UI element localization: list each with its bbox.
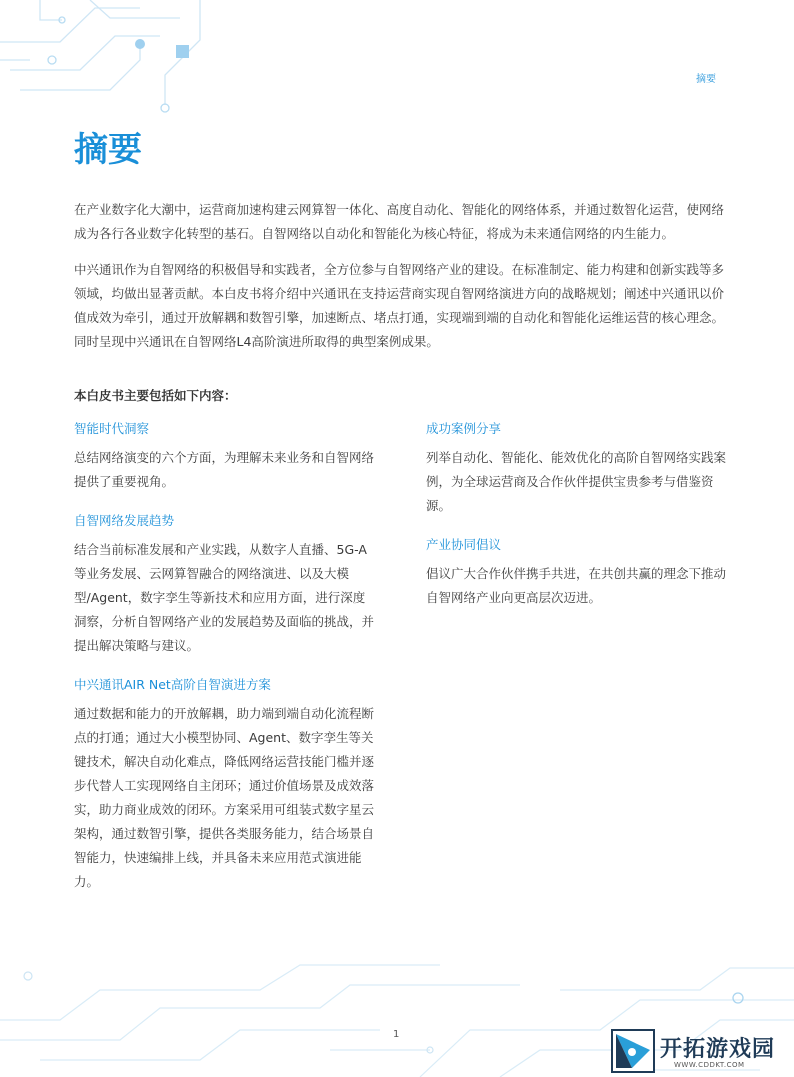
section-body: 总结网络演变的六个方面，为理解未来业务和自智网络提供了重要视角。: [74, 450, 375, 489]
section-title: 中兴通讯AIR Net高阶自智演进方案: [74, 677, 271, 692]
section-body: 列举自动化、智能化、能效优化的高阶自智网络实践案例，为全球运营商及合作伙伴提供宝贵参考与借鉴资源。: [426, 450, 727, 513]
circuit-decoration-top: [0, 0, 260, 120]
intro-paragraph: 在产业数字化大潮中，运营商加速构建云网算智一体化、高度自动化、智能化的网络体系，并通过数智化运营，使网络成为各行各业数字化转型的基石。自智网络以自动化和智能化为核心特征，将成为未来通信网络的内生能力。: [74, 202, 725, 241]
watermark: [610, 1028, 794, 1077]
section-tag: 摘要: [696, 74, 716, 85]
contents-column-left: [74, 420, 374, 912]
section-body: 倡议广大合作伙伴携手共进，在共创共赢的理念下推动自智网络产业向更高层次迈进。: [426, 566, 727, 605]
section-title: 产业协同倡议: [426, 537, 502, 552]
watermark-name: 开拓游戏园: [660, 1037, 776, 1062]
intro-text: [74, 198, 724, 366]
contents-heading: 本白皮书主要包括如下内容：: [74, 388, 237, 403]
contents-column-right: [426, 420, 726, 628]
section-title: 自智网络发展趋势: [74, 513, 175, 528]
section-body: 结合当前标准发展和产业实践，从数字人直播、5G-A等业务发展、云网算智融合的网络演进、以及大模型/Agent，数字孪生等新技术和应用方面，进行深度洞察，分析自智网络产业的发展趋势及面临的挑战，并提出解决策略与建议。: [74, 542, 375, 653]
intro-paragraph: 中兴通讯作为自智网络的积极倡导和实践者，全方位参与自智网络产业的建设。在标准制定、能力构建和创新实践等多领域，均做出显著贡献。本白皮书将介绍中兴通讯在支持运营商实现自智网络演进方向的战略规划；阐述中兴通讯以价值成效为牵引，通过开放解耦和数智引擎，加速断点、堵点打通，实现端到端的自动化和智能化运维运营的核心理念。同时呈现中兴通讯在自智网络L4高阶演进所取得的典型案例成果。: [74, 262, 725, 349]
section-title: 成功案例分享: [426, 421, 502, 436]
page-title: 摘要: [74, 130, 142, 170]
page-number: 1: [393, 1029, 400, 1040]
watermark-logo-icon: [610, 1028, 656, 1074]
watermark-url: WWW.CDDKT.COM: [674, 1061, 745, 1069]
section-title: 智能时代洞察: [74, 421, 150, 436]
section-body: 通过数据和能力的开放解耦，助力端到端自动化流程断点的打通；通过大小模型协同、Agent、数字孪生等关键技术，解决自动化难点，降低网络运营技能门槛并逐步代替人工实现网络自主闭环；通过价值场景及成效落实，助力商业成效的闭环。方案采用可组装式数字星云架构，通过数智引擎，提供各类服务能力，结合场景自智能力，快速编排上线，并具备未来应用范式演进能力。: [74, 706, 375, 889]
